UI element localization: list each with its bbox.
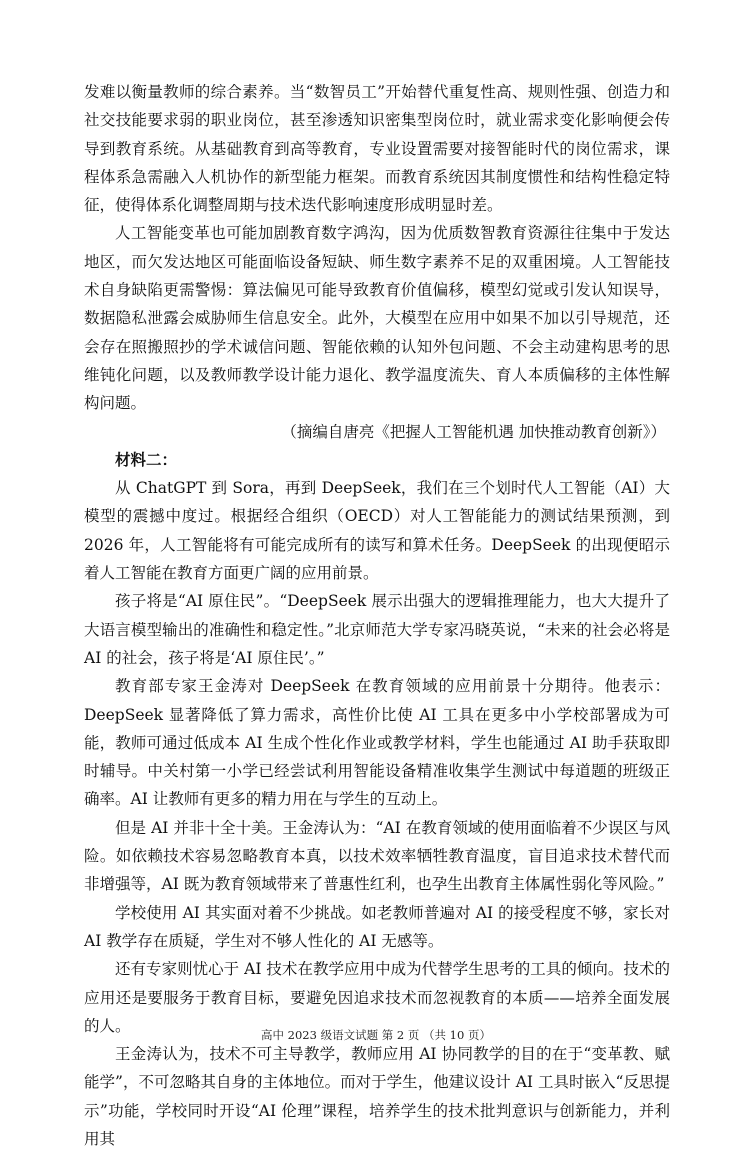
paragraph-teacher-role: 王金涛认为，技术不可主导教学，教师应用 AI 协同教学的目的在于“变革教、赋能学”，不可忽略其自身的主体地位。而对于学生，他建议设计 AI 工具时嵌入“反思提示”功能，学校同时开设“AI 伦理”课程，培养学生的技术批判意识与创新能力，并利用其 <box>84 1045 670 1148</box>
page-footer: 高中 2023 级语文试题 第 2 页 （共 10 页） <box>261 1028 491 1042</box>
paragraph-deepseek-prospects: 教育部专家王金涛对 DeepSeek 在教育领域的应用前景十分期待。他表示：DeepSeek 显著降低了算力需求，高性价比使 AI 工具在更多中小学校部署成为可能，教师可通过低成本 AI 生成个性化作业或教学材料，学生也能通过 AI 助手获取即时辅导。中关村第一小学已经尝试利用智能设备精准收集学生测试中每道题的班级正确率。AI 让教师有更多的精力用在与学生的互动上。 <box>84 677 670 809</box>
paragraph-expert-concerns: 还有专家则忧心于 AI 技术在教学应用中成为代替学生思考的工具的倾向。技术的应用还是要服务于教育目标，要避免因追求技术而忽视教育的本质——培养全面发展的人。 <box>84 960 670 1035</box>
paragraph-ai-risks: 人工智能变革也可能加剧教育数字鸿沟，因为优质数智教育资源往往集中于发达地区，而欠发达地区可能面临设备短缺、师生数字素养不足的双重困境。人工智能技术自身缺陷更需警惕：算法偏见可能导致教育价值偏移，模型幻觉或引发认知误导，数据隐私泄露会威胁师生信息安全。此外，大模型在应用中如果不加以引导规范，还会存在照搬照抄的学术诚信问题、智能依赖的认知外包问题、不会主动建构思考的思维钝化问题，以及教师教学设计能力退化、教学温度流失、育人本质偏移的主体性解构问题。 <box>84 224 670 413</box>
paragraph-school-challenges: 学校使用 AI 其实面对着不少挑战。如老教师普遍对 AI 的接受程度不够，家长对 AI 教学存在质疑，学生对不够人性化的 AI 无感等。 <box>84 903 670 950</box>
paragraph-ai-natives: 孩子将是“AI 原住民”。“DeepSeek 展示出强大的逻辑推理能力，也大大提升了大语言模型输出的准确性和稳定性。”北京师范大学专家冯晓英说，“未来的社会必将是 AI 的社会，孩子将是‘AI 原住民’。” <box>84 592 670 667</box>
source-citation: （摘编自唐亮《把握人工智能机遇 加快推动教育创新》） <box>281 422 666 441</box>
material-two-title: 材料二： <box>115 449 178 469</box>
page-body <box>84 78 670 1153</box>
paragraph-continuation: 发难以衡量教师的综合素养。当“数智员工”开始替代重复性高、规则性强、创造力和社交技能要求弱的职业岗位，甚至渗透知识密集型岗位时，就业需求变化影响便会传导到教育系统。从基础教育到高等教育，专业设置需要对接智能时代的岗位需求，课程体系急需融入人机协作的新型能力框架。而教育系统因其制度惯性和结构性稳定特征，使得体系化调整周期与技术迭代影响速度形成明显时差。 <box>84 83 670 215</box>
paragraph-ai-not-perfect: 但是 AI 并非十全十美。王金涛认为：“AI 在教育领域的使用面临着不少误区与风险。如依赖技术容易忽略教育本真，以技术效率牺牲教育温度，盲目追求技术替代而非增强等，AI 既为教育领域带来了普惠性红利，也孕生出教育主体属性弱化等风险。” <box>84 818 670 894</box>
paragraph-chatgpt-sora: 从 ChatGPT 到 Sora，再到 DeepSeek，我们在三个划时代人工智能（AI）大模型的震撼中度过。根据经合组织（OECD）对人工智能能力的测试结果预测，到 2026 年，人工智能将有可能完成所有的读写和算术任务。DeepSeek 的出现便昭示着人工智能在教育方面更广阔的应用前景。 <box>84 479 670 583</box>
